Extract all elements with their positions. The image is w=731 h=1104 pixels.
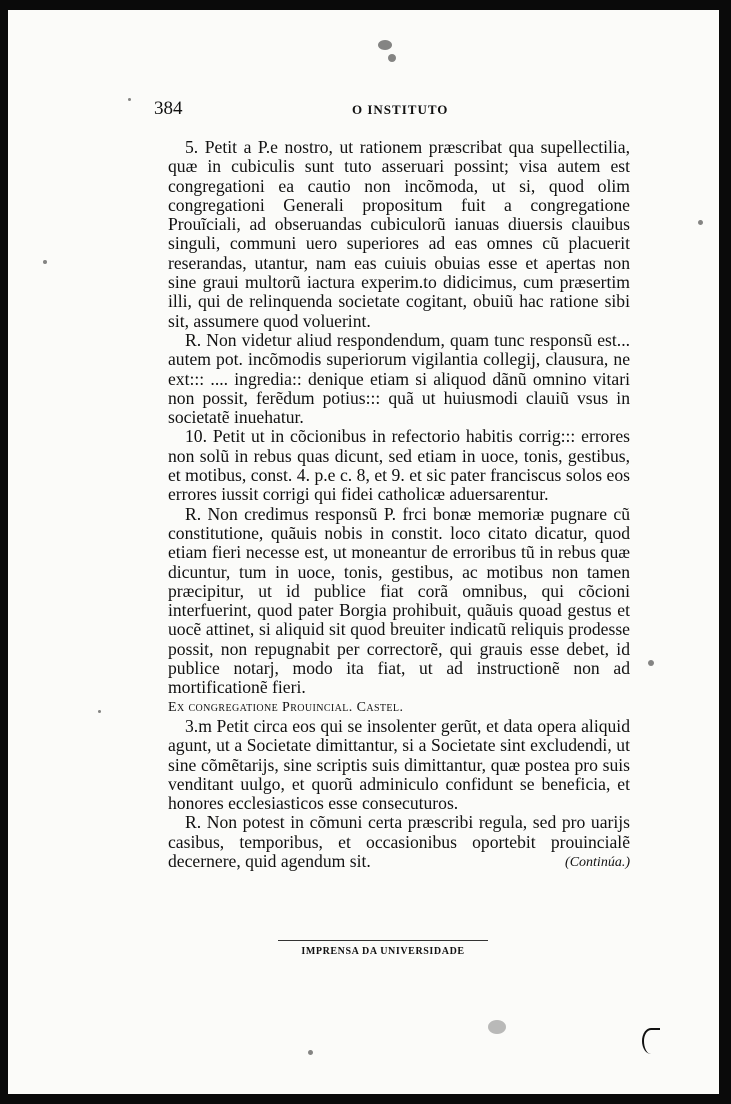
paragraph: 10. Petit ut in cõcionibus in refectorio habitis corrig::: errores non solũ in rebus quas dicunt, sed etiam in uoce, tonis, gestibus, et motibus, const. 4. p.e c. 8, et 9. et sic pater franciscus solos eos errores iussit corrigi qui fidei catholicæ aduersarentur. [168,426,630,505]
document-body [168,138,630,872]
paragraph: 3.m Petit circa eos qui se insolenter gerũt, et data opera aliquid agunt, ut a Societate dimittantur, si a Societate sint excludendi, ut sine cõmẽtarijs, sine scriptis suis dimittantur, quæ postea pro suis venditant uulgo, et quorũ adminiculo confidunt se beneficia, et honores ecclesiasticos esse consecuturos. [168,715,630,814]
scan-speck [648,660,654,666]
section-heading: Ex congregatione Prouincial. Castel. [168,699,404,715]
scan-speck [388,54,396,62]
paragraph-last [168,813,630,871]
scan-speck [98,710,101,713]
paragraph: 5. Petit a P.e nostro, ut rationem præscribat qua supellectilia, quæ in cubiculis sunt tuto asseruari possint; visa autem est congregationi ea cautio non incõmoda, ut si, quod olim congregationi Generali propositum fuit a congregatione Prouĩciali, ad obseruandas cubiculorũ ianuas diuersis clauibus singuli, communi uero superiores ad eas omnes cũ placuerit reserandas, utantur, nam eas cuiuis obuias esse et apertas non sine graui multorũ iactura experim.to didicimus, cum præsertim illi, qui de relinquenda societate cogitant, obuiũ hac ratione sibi sit, assumere quod voluerint. [168,137,630,331]
scan-speck [308,1050,313,1055]
scan-speck [698,220,703,225]
paragraph: R. Non videtur aliud respondendum, quam tunc responsũ est... autem pot. incõmodis superiorum vigilantia collegij, clausura, ne ext::: .... ingredia:: denique etiam si aliquod dãnũ omnino vitari non possit, ferẽdum potius::: quã ut huiusmodi clauiũ vsus in societatẽ inuehatur. [168,329,630,428]
page-header [154,98,484,122]
running-title: O INSTITUTO [352,102,449,117]
margin-mark [642,1028,660,1054]
footer-rule [278,940,488,941]
page-number: 384 [154,98,183,119]
paragraph: R. Non credimus responsũ P. frci bonæ memoriæ pugnare cũ constitutione, quãuis nobis in constit. loco citato dicatur, quod etiam fieri necesse est, ut moneantur de erroribus tũ in rebus quæ dicuntur, tum in uoce, tonis, gestibus, ac motibus non tamen præcipitur, ut id publice fiat corã omnibus, qui cõcioni interfuerint, quod pater Borgia prohibuit, quãuis quoad gestus et uocẽ attinet, si aliquid sit quod breuiter indicatũ reliquis prodesse possit, non repugnabit per correctorẽ, qui grauis esse debet, id publice notarj, modo ita fiat, ut ad instructionẽ non ad mortificationẽ fieri. [168,503,630,698]
scan-speck [128,98,131,101]
scan-speck [378,40,392,50]
printer-imprint: IMPRENSA DA UNIVERSIDADE [301,946,465,957]
continued-note: (Continúa.) [565,854,630,870]
scanned-page [8,10,719,1094]
scan-speck [488,1020,506,1034]
paragraph-text: R. Non potest in cõmuni certa præscribi regula, sed pro uarijs casibus, temporibus, et occasionibus oportebit prouincialẽ decernere, quid agendum sit. [168,812,630,871]
scan-speck [43,260,47,264]
